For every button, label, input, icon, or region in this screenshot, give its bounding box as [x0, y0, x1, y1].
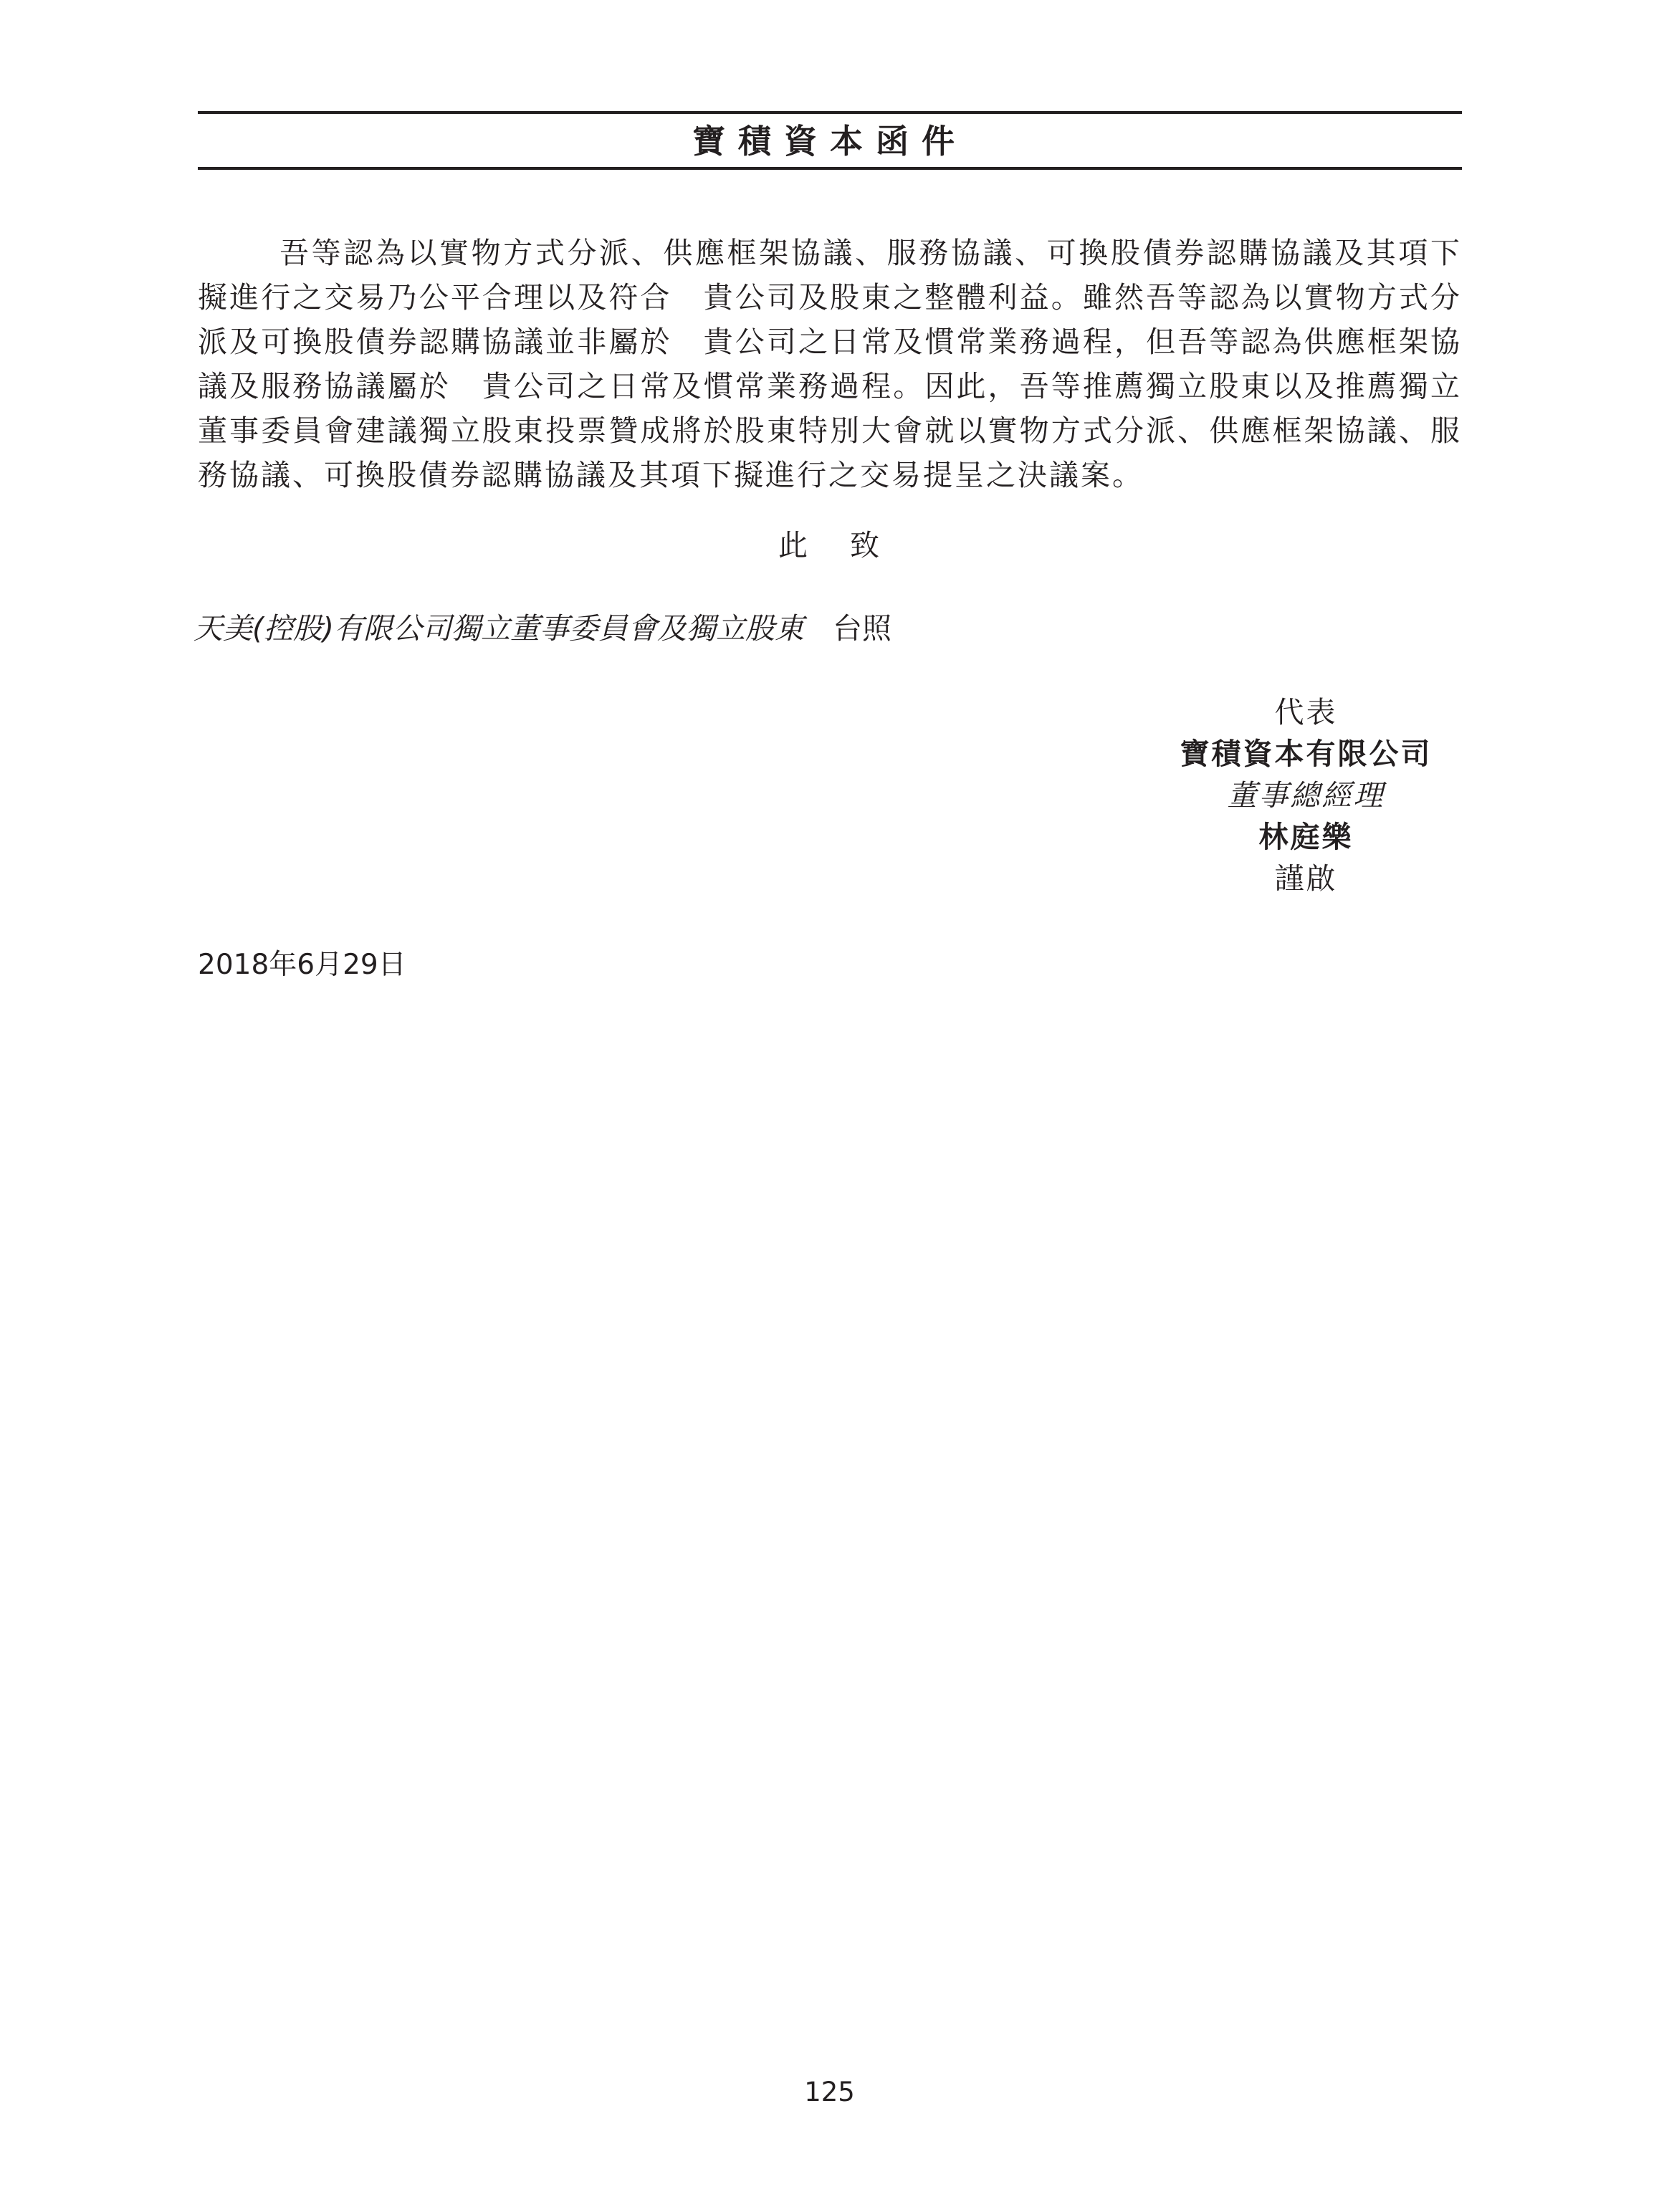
signature-block [1147, 691, 1466, 899]
body-line-4: 議及服務協議屬於 貴公司之日常及慣常業務過程。因此，吾等推薦獨立股東以及推薦獨立 [198, 369, 1462, 403]
signature-position: 董事總經理 [1227, 778, 1385, 813]
body-line-1: 吾等認為以實物方式分派、供應框架協議、服務協議、可換股債券認購協議及其項下 [279, 236, 1462, 270]
letter-addressee [193, 606, 891, 651]
letter-body-paragraph [198, 231, 1462, 497]
letter-header-title: 寶積資本函件 [692, 122, 967, 161]
header-rule-bottom [198, 167, 1462, 170]
addressee-name: 天美(控股)有限公司獨立董事委員會及獨立股東 [193, 611, 804, 646]
page-number: 125 [804, 2077, 855, 2107]
body-line-5: 董事委員會建議獨立股東投票贊成將於股東特別大會就以實物方式分派、供應框架協議、服 [198, 413, 1462, 448]
signature-signatory: 林庭樂 [1258, 820, 1354, 854]
body-line-2: 擬進行之交易乃公平合理以及符合 貴公司及股東之整體利益。雖然吾等認為以實物方式分 [198, 280, 1462, 315]
body-line-3: 派及可換股債券認購協議並非屬於 貴公司之日常及慣常業務過程，但吾等認為供應框架協 [198, 325, 1462, 359]
addressee-suffix: 台照 [833, 611, 891, 646]
letter-date: 2018年6月29日 [198, 949, 406, 981]
header-rule-top [198, 111, 1462, 114]
signature-on-behalf: 代表 [1274, 695, 1338, 729]
body-line-6: 務協議、可換股債券認購協議及其項下擬進行之交易提呈之決議案。 [198, 458, 1144, 492]
letter-greeting: 此 致 [778, 528, 882, 562]
signature-company: 寶積資本有限公司 [1180, 737, 1433, 771]
signature-closing: 謹啟 [1274, 861, 1338, 896]
